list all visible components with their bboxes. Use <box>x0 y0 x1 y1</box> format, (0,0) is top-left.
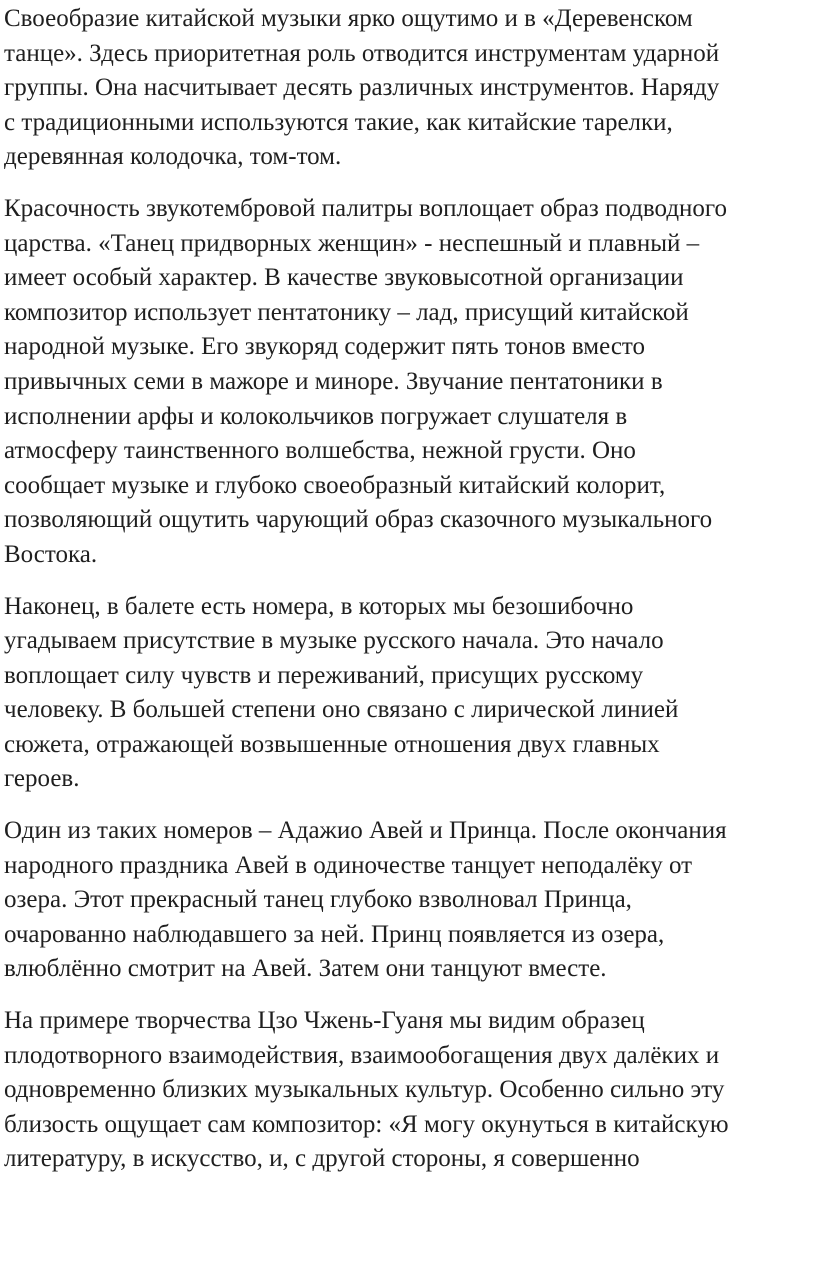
text-line: влюблённо смотрит на Авей. Затем они танцуют вместе. <box>4 955 607 983</box>
text-line: очарованно наблюдавшего за ней. Принц появляется из озера, <box>4 920 665 948</box>
text-line: Наконец, в балете есть номера, в которых мы безошибочно <box>4 592 634 620</box>
text-line: плодотворного взаимодействия, взаимообогащения двух далёких и <box>4 1041 720 1069</box>
text-line: привычных семи в мажоре и миноре. Звучание пентатоники в <box>4 367 663 395</box>
text-line: Один из таких номеров – Адажио Авей и Принца. После окончания <box>4 817 727 845</box>
text-line: позволяющий ощутить чарующий образ сказочного музыкального <box>4 506 713 534</box>
text-line: композитор использует пентатонику – лад, присущий китайской <box>4 298 689 326</box>
text-line: На примере творчества Цзо Чжень-Гуаня мы видим образец <box>4 1007 645 1035</box>
text-line: близость ощущает сам композитор: «Я могу окунуться в китайскую <box>4 1110 729 1138</box>
text-line: народного праздника Авей в одиночестве танцует неподалёку от <box>4 851 693 879</box>
text-line: группы. Она насчитывает десять различных инструментов. Наряду <box>4 74 720 102</box>
paragraph-adagio <box>4 814 816 987</box>
text-line: царства. «Танец придворных женщин» - неспешный и плавный – <box>4 229 700 257</box>
text-line: воплощает силу чувств и переживаний, присущих русскому <box>4 661 644 689</box>
text-line: человеку. В большей степени оно связано с лирической линией <box>4 696 679 724</box>
text-line: одновременно близких музыкальных культур. Особенно сильно эту <box>4 1076 725 1104</box>
text-line: танце». Здесь приоритетная роль отводится инструментам ударной <box>4 39 720 67</box>
text-line: Красочность звукотембровой палитры воплощает образ подводного <box>4 194 728 222</box>
text-line: деревянная колодочка, том-том. <box>4 143 342 171</box>
text-line: героев. <box>4 765 80 793</box>
paragraph-court-women-dance <box>4 192 816 573</box>
text-line: исполнении арфы и колокольчиков погружает слушателя в <box>4 402 628 430</box>
text-line: сюжета, отражающей возвышенные отношения двух главных <box>4 730 660 758</box>
text-line: Востока. <box>4 540 98 568</box>
text-line: имеет особый характер. В качестве звуковысотной организации <box>4 264 684 292</box>
text-line: литературу, в искусство, и, с другой стороны, я совершенно <box>4 1145 640 1173</box>
text-line: угадываем присутствие в музыке русского начала. Это начало <box>4 627 664 655</box>
text-line: озера. Этот прекрасный танец глубоко взволновал Принца, <box>4 886 632 914</box>
text-line: с традиционными используются такие, как китайские тарелки, <box>4 108 673 136</box>
text-line: народной музыке. Его звукоряд содержит пять тонов вместо <box>4 333 646 361</box>
paragraph-village-dance <box>4 2 816 175</box>
text-line: Своеобразие китайской музыки ярко ощутимо и в «Деревенском <box>4 5 693 32</box>
paragraph-russian-element <box>4 590 816 798</box>
text-line: сообщает музыке и глубоко своеобразный китайский колорит, <box>4 471 666 499</box>
paragraph-cultural-exchange <box>4 1004 816 1177</box>
text-line: атмосферу таинственного волшебства, нежной грусти. Оно <box>4 437 636 465</box>
